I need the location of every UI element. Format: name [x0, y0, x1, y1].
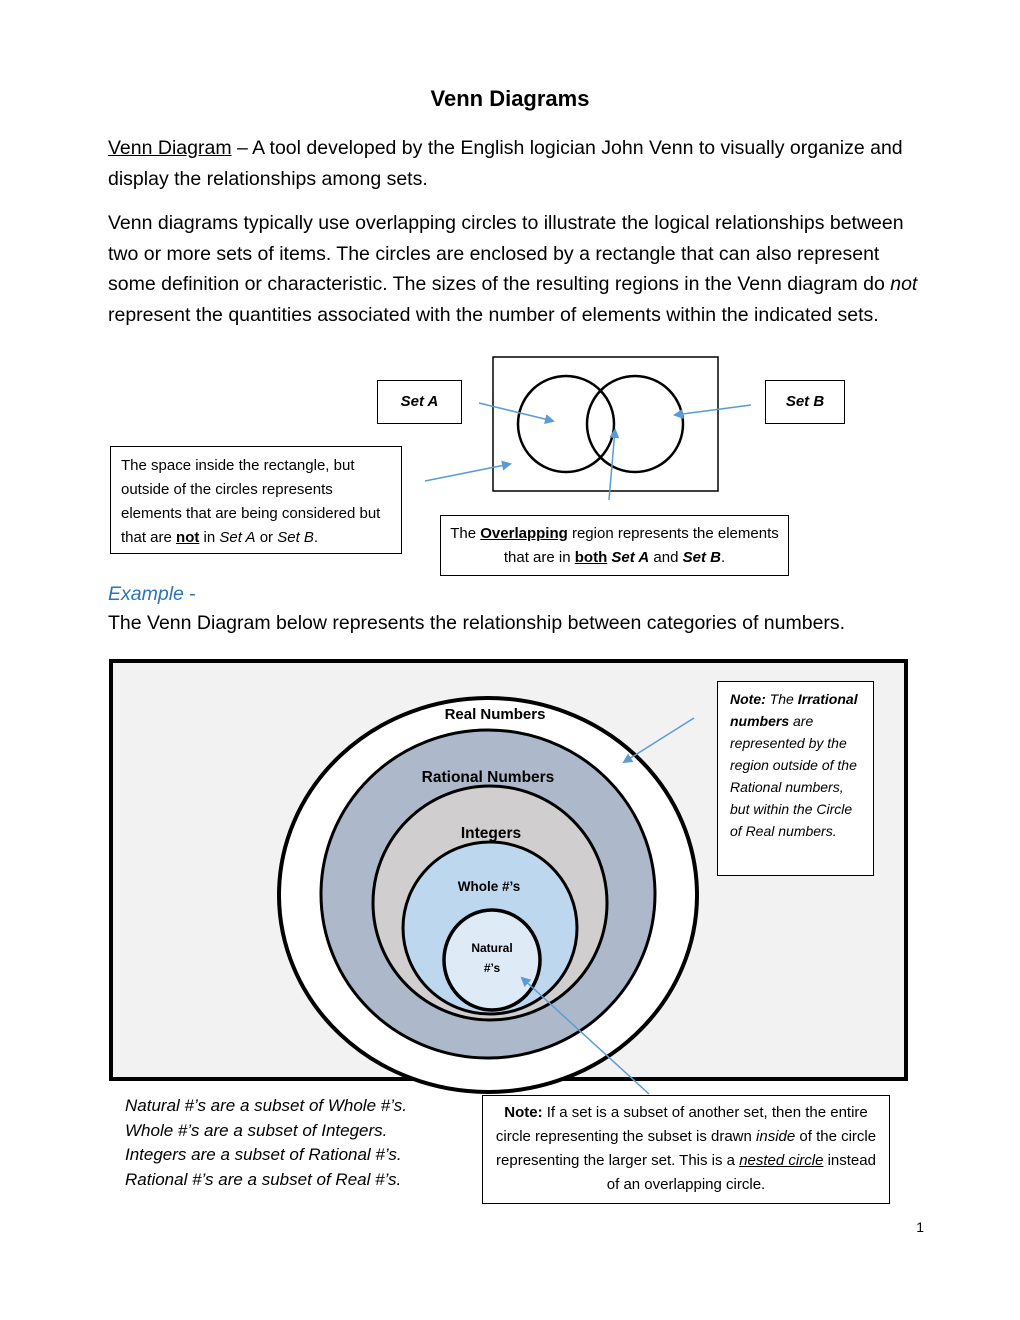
- natural-numbers-label-1: Natural: [471, 941, 513, 955]
- overlap-note-the: The: [450, 525, 481, 542]
- outside-note-set-b: Set B: [277, 529, 314, 546]
- real-numbers-label: Real Numbers: [444, 706, 546, 723]
- nested-note-label: Note:: [504, 1104, 543, 1121]
- overlap-note-set-b: Set B: [682, 549, 721, 566]
- set-a-label: Set A: [400, 393, 439, 410]
- page-title: Venn Diagrams: [430, 86, 590, 111]
- outside-note-not: not: [176, 529, 200, 546]
- subset-list: [125, 1094, 407, 1192]
- overlap-region-note: [440, 515, 789, 576]
- outside-region-note: [110, 446, 402, 554]
- intro-text: Venn diagrams typically use overlapping circles to illustrate the logical relationships between two or more sets of items. The circles are enclosed by a rectangle that can also represent some definition or characteristic. The sizes of the resulting regions in the Venn diagram do: [108, 212, 904, 295]
- nested-note-term: nested circle: [739, 1152, 824, 1169]
- set-b-label-box: [765, 380, 845, 424]
- outside-note-text: The space inside the rectangle, but outside of the circles represents elements that are being considered but that are: [121, 457, 381, 546]
- nested-note-inside: inside: [756, 1128, 796, 1145]
- nested-note-text-3: instead of an overlapping circle.: [606, 1152, 876, 1193]
- overlap-note-both: both: [574, 549, 608, 566]
- outside-note-or: or: [255, 529, 278, 546]
- subset-statement: Rational #’s are a subset of Real #’s.: [125, 1169, 402, 1189]
- irrational-note-term: Irrational numbers: [730, 691, 858, 729]
- natural-numbers-circle: [444, 910, 540, 1010]
- nested-note-text-2: of the circle representing the larger set. This is a: [496, 1128, 877, 1169]
- intro-text-end: represent the quantities associated with the number of elements within the indicated sets.: [108, 303, 879, 326]
- whole-numbers-label: Whole #’s: [457, 879, 521, 894]
- irrational-note-label: Note:: [730, 691, 766, 707]
- natural-numbers-label-2: #’s: [483, 961, 501, 975]
- definition-term: Venn Diagram: [108, 137, 232, 159]
- subset-statement: Integers are a subset of Rational #’s.: [125, 1145, 402, 1164]
- set-b-label: Set B: [785, 393, 825, 410]
- set-a-label-box: [377, 380, 462, 424]
- rational-numbers-label: Rational Numbers: [421, 769, 555, 786]
- example-caption: The Venn Diagram below represents the relationship between categories of numbers.: [108, 612, 846, 634]
- nested-note-text: If a set is a subset of another set, then the entire circle representing the subset is drawn: [495, 1104, 868, 1145]
- outside-note-in: in: [199, 529, 220, 546]
- definition-text: – A tool developed by the English logician John Venn to visually organize and display the relationships among sets.: [108, 137, 903, 190]
- integers-label: Integers: [460, 825, 522, 842]
- intro-emphasis: not: [890, 273, 918, 295]
- irrational-note: [717, 681, 874, 876]
- outside-note-end: .: [313, 529, 319, 546]
- nested-circle-note: [482, 1095, 890, 1204]
- example-dash: -: [183, 583, 196, 605]
- irrational-note-text: are represented by the region outside of the Rational numbers, but within the Circle of Real numbers.: [730, 713, 857, 839]
- overlap-note-text: region represents the elements that are in: [503, 525, 779, 566]
- overlap-note-overlapping: Overlapping: [480, 525, 568, 542]
- page-number: 1: [916, 1219, 924, 1235]
- subset-statement: Whole #’s are a subset of Integers.: [125, 1120, 388, 1140]
- overlap-note-set-a: Set A: [611, 549, 650, 566]
- subset-statement: Natural #’s are a subset of Whole #’s.: [125, 1096, 407, 1115]
- example-label: Example: [108, 583, 184, 605]
- overlap-note-end: .: [720, 549, 726, 566]
- irrational-note-the: The: [765, 691, 798, 707]
- overlap-note-and: and: [649, 549, 683, 566]
- outside-note-set-a: Set A: [219, 529, 256, 546]
